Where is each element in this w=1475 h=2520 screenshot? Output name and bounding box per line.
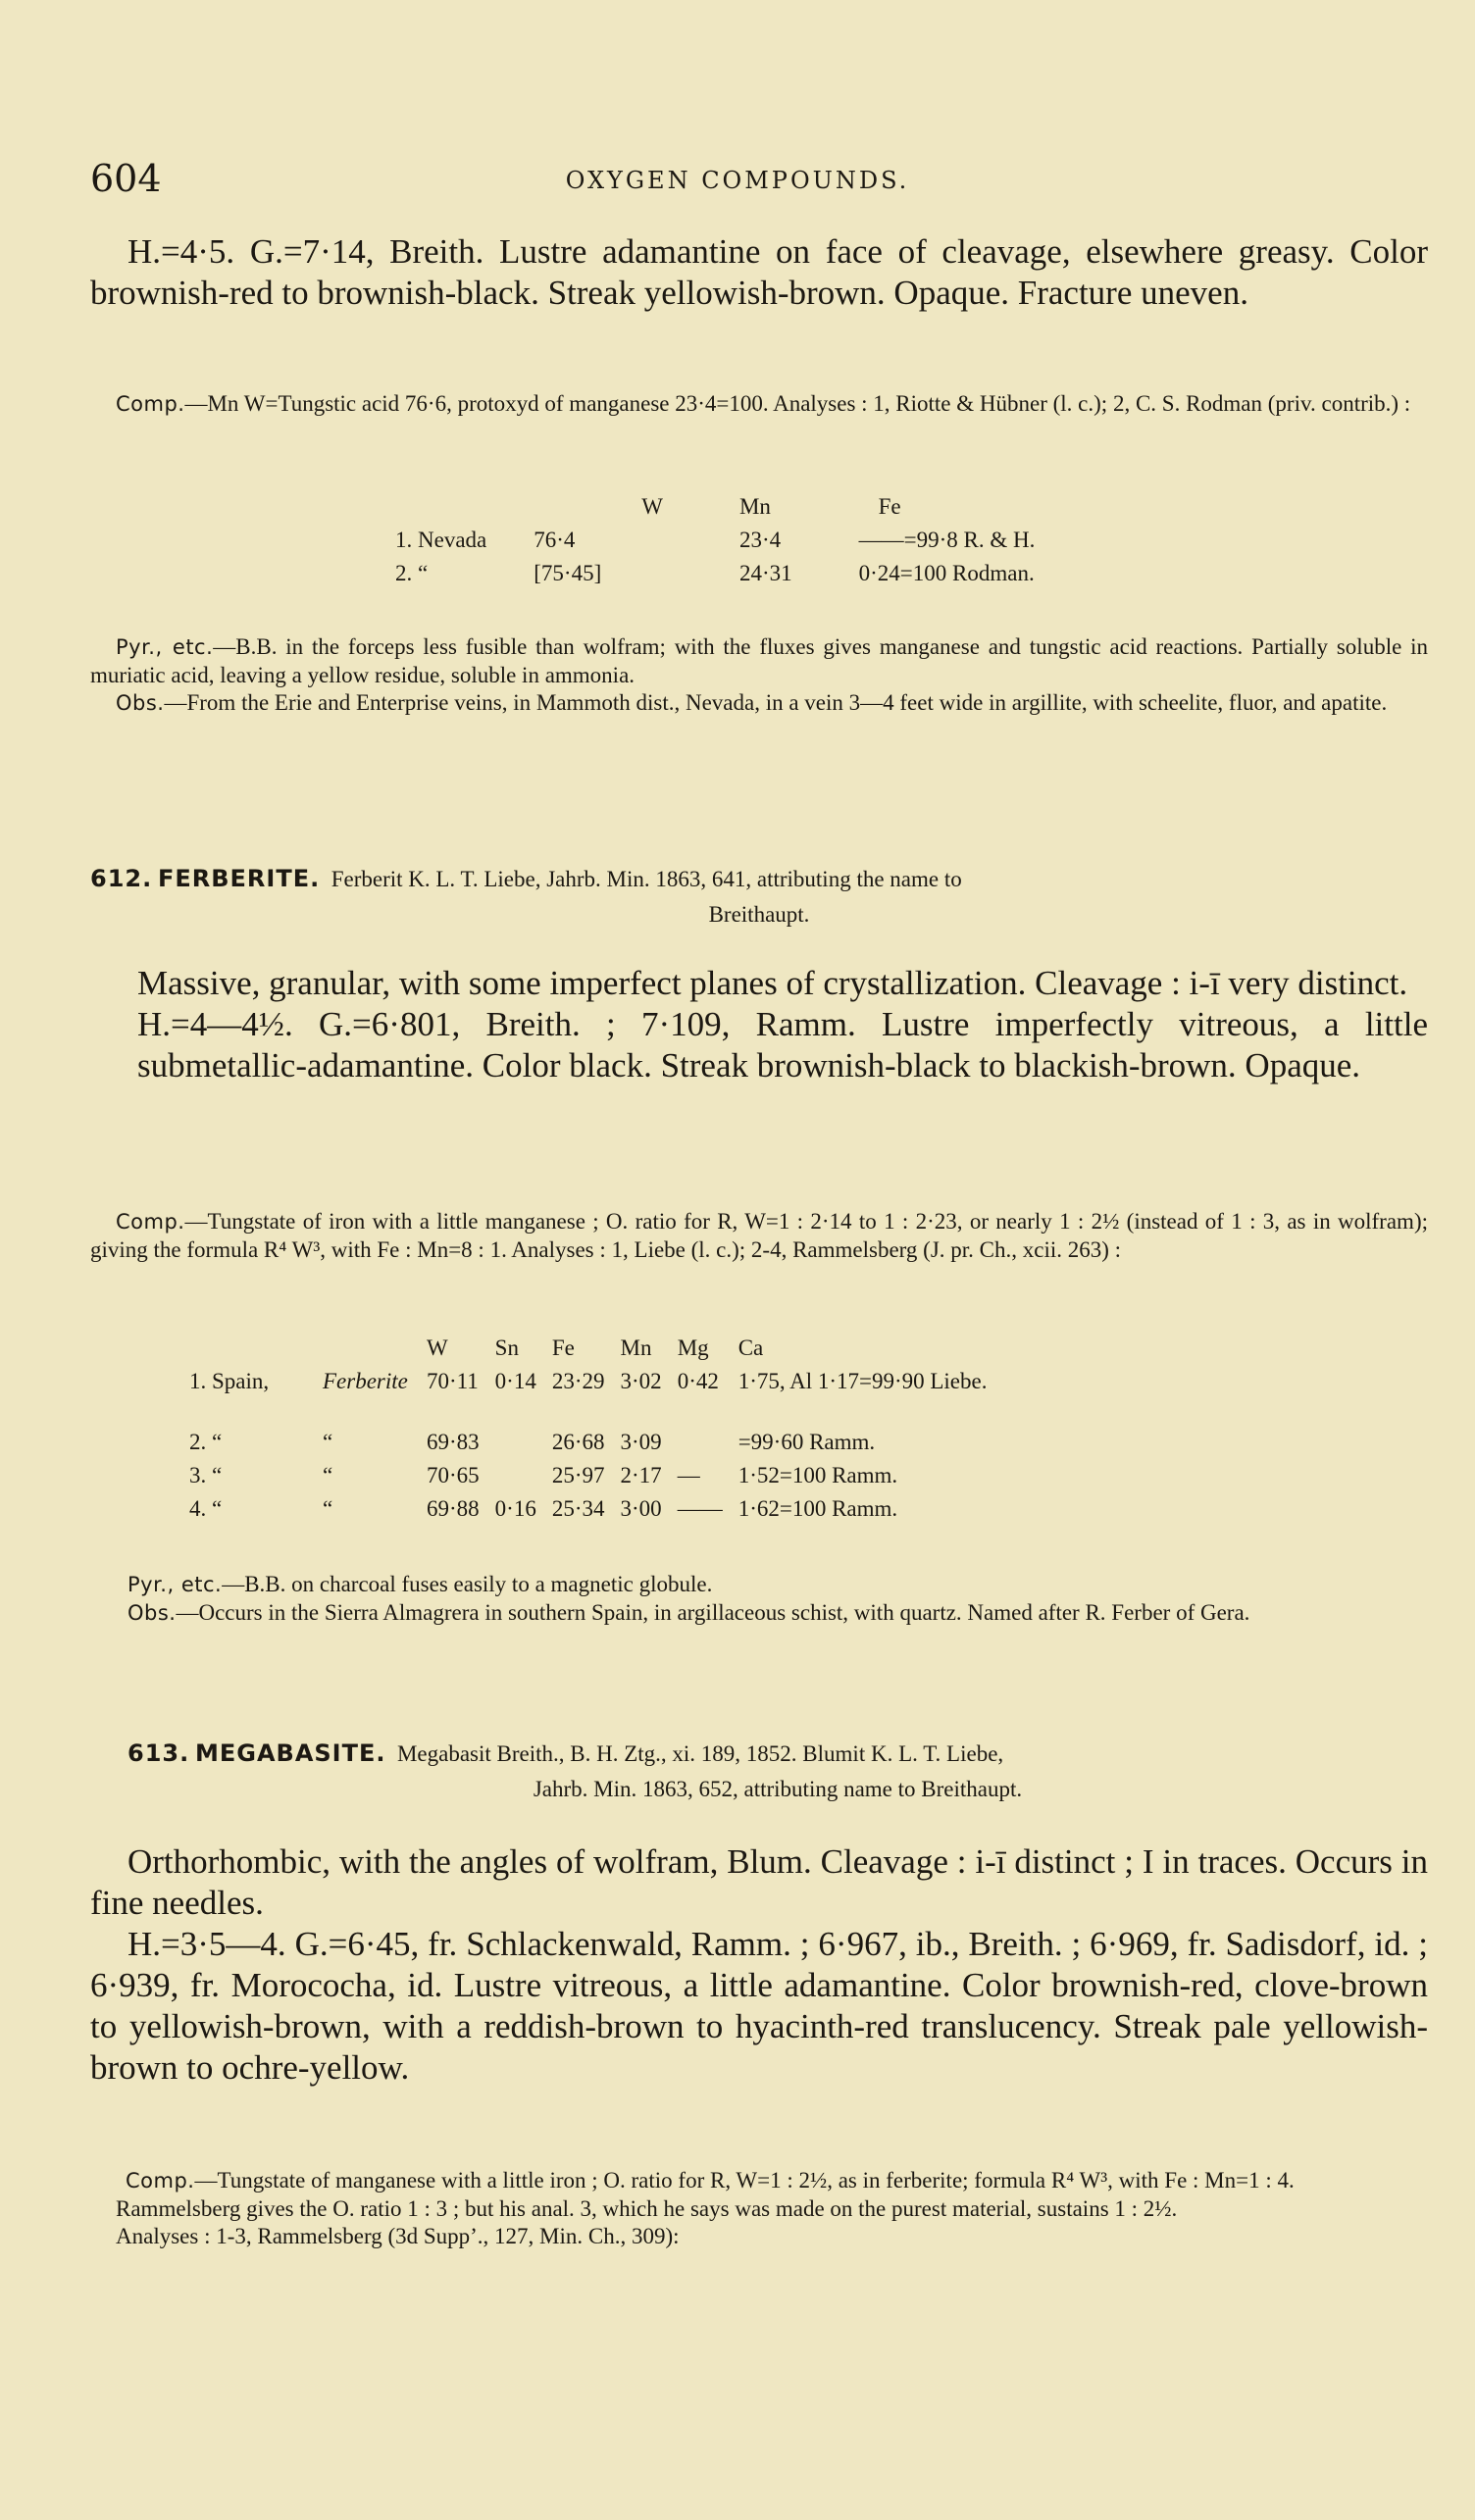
table-cell: 4. “ xyxy=(189,1496,223,1521)
comp-text: —Tungstate of iron with a little manganese ; O. ratio for R, W=1 : 2·14 to 1 : 2·23, or nearly 1 : 2½ (instead of 1 : 3, as in wolfram); giving the formula R⁴ W³, with Fe : Mn=8 : 1. Analyses : 1, Liebe (l. c.); 2-4, Rammelsberg (J. pr. Ch., xcii. 263) : xyxy=(90,1209,1428,1262)
table-header-cell: Ca xyxy=(738,1336,764,1360)
table-header-cell: W xyxy=(427,1336,448,1360)
comp-label: Comp. xyxy=(116,1210,185,1234)
running-title: OXYGEN COMPOUNDS. xyxy=(565,167,910,194)
table-cell: 24·31 xyxy=(738,561,792,585)
table-cell: 69·88 xyxy=(427,1496,480,1521)
table-cell: ——=99·8 R. & H. xyxy=(858,528,1036,552)
table-cell xyxy=(487,1422,544,1455)
table-cell: 70·11 xyxy=(427,1369,479,1393)
table-cell: 2·17 xyxy=(620,1463,662,1487)
table-cell: 3·09 xyxy=(620,1430,662,1454)
obs-text: —From the Erie and Enterprise veins, in Mammoth dist., Nevada, in a vein 3—4 feet wide in argillite, with scheelite, fluor, and apatite. xyxy=(164,690,1388,715)
obs-label: Obs. xyxy=(116,691,165,715)
description-paragraph: Massive, granular, with some imperfect planes of crystallization. Cleavage : i-ī very distinct. xyxy=(137,964,1408,1002)
description-paragraph: H.=4·5. G.=7·14, Breith. Lustre adamantine on face of cleavage, elsewhere greasy. Color brownish-red to brownish-black. Streak yellowish-brown. Opaque. Fracture uneven. xyxy=(90,232,1428,312)
table-row xyxy=(181,1455,994,1488)
section-reference: Megabasit Breith., B. H. Ztg., xi. 189, 1852. Blumit K. L. T. Liebe, xyxy=(396,1741,1004,1766)
table-header-row xyxy=(387,482,1043,520)
note-paragraph: Analyses : 1-3, Rammelsberg (3d Supp’., 127, Min. Ch., 309): xyxy=(116,2224,680,2248)
table-cell-italic: Ferberite xyxy=(323,1369,408,1393)
table-cell: 0·14 xyxy=(494,1369,536,1393)
table-cell: 1·62=100 Ramm. xyxy=(738,1496,898,1521)
megabasite-description xyxy=(90,1841,1428,2089)
table-cell: 3·00 xyxy=(620,1496,662,1521)
table-cell: 1·52=100 Ramm. xyxy=(738,1463,898,1487)
pyr-obs-notes xyxy=(90,633,1428,718)
table-cell: 3·02 xyxy=(620,1369,662,1393)
description-paragraph: Orthorhombic, with the angles of wolfram, Blum. Cleavage : i-ī distinct ; I in traces. Occurs in fine needles. xyxy=(90,1842,1428,1922)
table-cell: 69·83 xyxy=(427,1430,480,1454)
table-header-cell xyxy=(387,482,494,520)
table-header-cell: Fe xyxy=(878,494,901,519)
section-613-heading xyxy=(127,1736,1428,1807)
table-header-cell: Mn xyxy=(738,494,771,519)
table-cell: 0·24=100 Rodman. xyxy=(858,561,1035,585)
section-612-heading xyxy=(90,861,1428,932)
comp-label: Comp. xyxy=(126,2169,195,2192)
table-cell: 1. Nevada xyxy=(395,528,487,552)
pyr-text: —B.B. on charcoal fuses easily to a magnetic globule. xyxy=(222,1572,713,1596)
page-number: 604 xyxy=(90,157,162,200)
composition-note xyxy=(90,390,1428,419)
table-cell: “ xyxy=(323,1430,333,1454)
comp-label: Comp. xyxy=(116,392,185,416)
description-paragraph: H.=3·5—4. G.=6·45, fr. Schlackenwald, Ramm. ; 6·967, ib., Breith. ; 6·969, fr. Sadisdorf, id. ; 6·939, fr. Morococha, id. Lustre vitreous, a little adamantine. Color brownish-red, clove-brown to yellowish-brown, with a reddish-brown to hyacinth-red translucency. Streak pale yellowish-brown to ochre-yellow. xyxy=(90,1925,1428,2087)
table-header-cell xyxy=(181,1324,315,1361)
table-cell: =99·60 Ramm. xyxy=(738,1430,876,1454)
table-cell: 2. “ xyxy=(395,561,429,585)
table-cell: 70·65 xyxy=(427,1463,480,1487)
section-reference-cont: Breithaupt. xyxy=(708,902,810,927)
section-name: FERBERITE. xyxy=(157,865,321,892)
composition-note xyxy=(90,1208,1428,1264)
table-cell: [75·45] xyxy=(534,561,602,585)
description-paragraph: H.=4—4½. G.=6·801, Breith. ; 7·109, Ramm. Lustre imperfectly vitreous, a little submetallic-adamantine. Color black. Streak brownish-black to blackish-brown. Opaque. xyxy=(137,1005,1428,1084)
analysis-table xyxy=(181,1324,994,1522)
table-spacer xyxy=(181,1394,994,1422)
table-header-cell: Sn xyxy=(494,1336,519,1360)
table-header-cell: Fe xyxy=(551,1336,575,1360)
table-cell: “ xyxy=(323,1496,333,1521)
section-name: MEGABASITE. xyxy=(194,1739,386,1767)
table-cell: 2. “ xyxy=(189,1430,223,1454)
table-cell: 26·68 xyxy=(551,1430,605,1454)
obs-label: Obs. xyxy=(127,1600,177,1625)
table-row xyxy=(181,1361,994,1394)
table-cell: 0·42 xyxy=(677,1369,719,1393)
table-cell: 3. “ xyxy=(189,1463,223,1487)
note-paragraph: Rammelsberg gives the O. ratio 1 : 3 ; but his anal. 3, which he says was made on the purest material, sustains 1 : 2½. xyxy=(116,2195,1178,2221)
table-cell xyxy=(670,1422,731,1455)
table-cell xyxy=(315,1361,419,1394)
table-header-cell: Mn xyxy=(620,1336,652,1360)
table-cell: 76·4 xyxy=(534,528,576,552)
obs-text: —Occurs in the Sierra Almagrera in southern Spain, in argillaceous schist, with quartz. Named after R. Ferber of Gera. xyxy=(176,1599,1250,1625)
table-cell: 23·29 xyxy=(551,1369,605,1393)
comp-text: —Tungstate of manganese with a little iron ; O. ratio for R, W=1 : 2½, as in ferberite; formula R⁴ W³, with Fe : Mn=1 : 4. xyxy=(194,2168,1295,2192)
pyr-label: Pyr., etc. xyxy=(116,635,214,659)
section-number: 612. xyxy=(90,865,153,892)
table-cell: 0·16 xyxy=(494,1496,536,1521)
table-cell: 25·97 xyxy=(551,1463,605,1487)
table-cell: 25·34 xyxy=(551,1496,605,1521)
table-header-cell: W xyxy=(641,494,663,519)
pyr-obs-notes xyxy=(90,1571,1428,1627)
comp-text: —Mn W=Tungstic acid 76·6, protoxyd of manganese 23·4=100. Analyses : 1, Riotte & Hübner (l. c.); 2, C. S. Rodman (priv. contrib.) : xyxy=(184,391,1411,416)
section-reference: Ferberit K. L. T. Liebe, Jahrb. Min. 1863, 641, attributing the name to xyxy=(331,867,962,891)
analysis-table xyxy=(387,482,1043,586)
table-row xyxy=(387,553,1043,586)
table-cell: 1·75, Al 1·17=99·90 Liebe. xyxy=(738,1369,988,1393)
table-row xyxy=(181,1488,994,1522)
table-header-row xyxy=(181,1324,994,1361)
ferberite-description xyxy=(137,963,1428,1086)
table-cell: “ xyxy=(323,1463,333,1487)
table-header-cell: Mg xyxy=(677,1336,709,1360)
table-cell: —— xyxy=(677,1496,723,1521)
table-row xyxy=(181,1422,994,1455)
table-cell xyxy=(487,1455,544,1488)
table-header-cell xyxy=(315,1324,419,1361)
mineral-description xyxy=(90,231,1428,314)
pyr-label: Pyr., etc. xyxy=(127,1573,223,1596)
pyr-text: —B.B. in the forceps less fusible than wolfram; with the fluxes gives manganese and tungstic acid reactions. Partially soluble in muriatic acid, leaving a yellow residue, soluble in ammonia. xyxy=(90,634,1429,687)
composition-note xyxy=(90,2167,1428,2251)
table-cell: — xyxy=(677,1463,700,1487)
section-reference-cont: Jahrb. Min. 1863, 652, attributing name to Breithaupt. xyxy=(533,1777,1023,1801)
table-cell: 23·4 xyxy=(738,528,782,552)
table-row xyxy=(387,520,1043,553)
page-header xyxy=(0,157,1475,206)
section-number: 613. xyxy=(127,1739,190,1767)
table-cell: 1. Spain, xyxy=(189,1369,270,1393)
